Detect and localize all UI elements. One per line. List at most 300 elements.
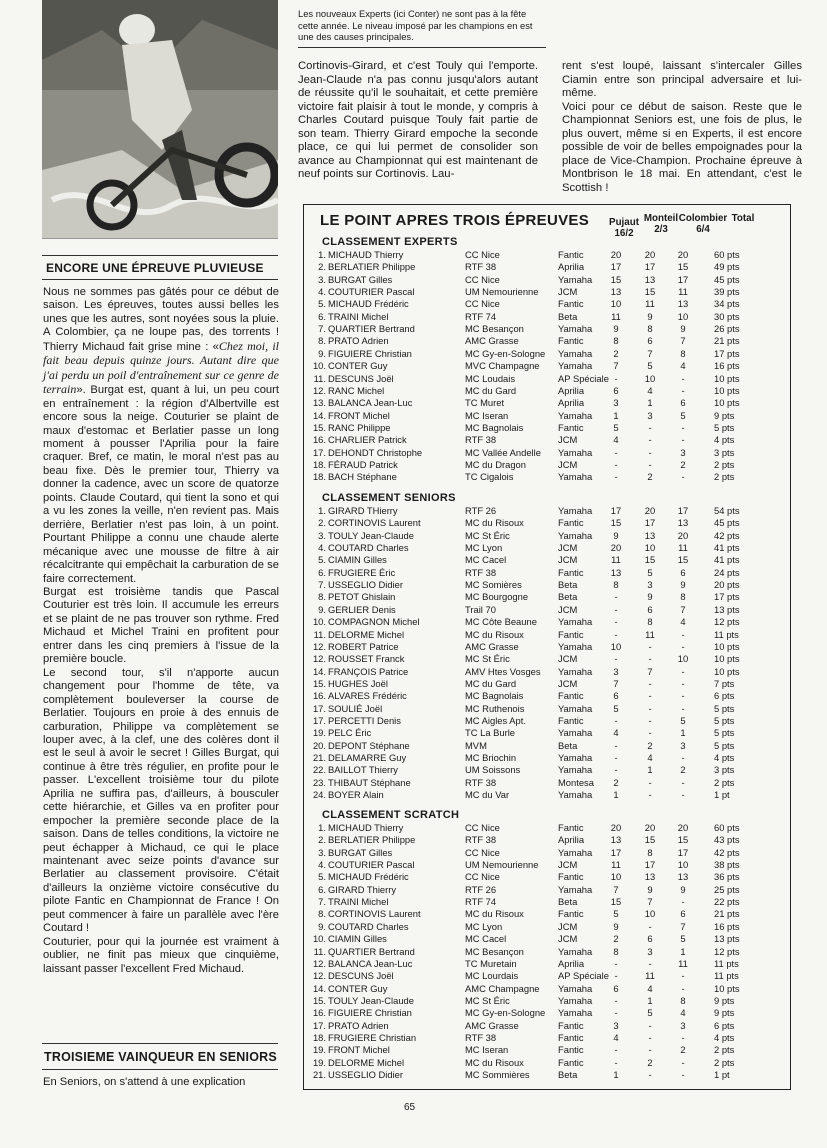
rank: 9. [318,920,326,932]
experts-row [304,335,790,346]
pujaut-points: 17 [610,846,622,858]
pujaut-points: 9 [613,323,619,335]
pujaut-points: 11 [611,859,621,871]
rank: 17. [312,714,326,726]
total-points: 2 pts [714,471,735,483]
rider: DELORME Michel [328,1056,405,1068]
scratch-row [304,908,790,919]
monteil-points: 15 [644,286,656,298]
pujaut-points: 7 [613,677,619,689]
experts-row [304,360,790,371]
rider: USSEGLIO Didier [328,1069,404,1080]
colombier-points: 6 [680,566,686,578]
monteil-points: 15 [644,554,656,566]
pujaut-points: 7 [613,883,619,895]
pujaut-points: 9 [613,529,619,541]
colombier-points: 5 [680,933,686,945]
rider: ROUSSET Franck [328,653,405,665]
colombier-points: 7 [680,335,686,347]
bike: Fantic [558,628,584,640]
club: AMV Htes Vosges [465,665,541,677]
colombier-points: 4 [680,616,686,628]
rank: 12. [312,653,326,665]
total-points: 42 pts [714,529,740,541]
rank: 1. [318,505,326,516]
rank: 8. [318,908,326,920]
rider: DELAMARRE Guy [328,752,407,763]
total-points: 36 pts [714,871,740,883]
colombier-points: 1 [680,727,686,739]
seniors-row [304,629,790,640]
pujaut-points: - [614,714,618,726]
rider: FRUGIERE Éric [328,566,396,578]
total-points: 12 pts [714,945,740,957]
scratch-row [304,1044,790,1055]
total-points: 20 pts [714,579,740,591]
bike: Aprilia [558,261,585,273]
scratch-row [304,834,790,845]
pujaut-points: 11 [611,310,621,322]
rank: 5. [318,871,326,883]
pujaut-points: - [614,372,618,384]
rank: 4. [318,286,326,298]
seniors-row [304,530,790,541]
rank: 15. [312,994,326,1006]
pujaut-points: 2 [613,933,619,945]
club: CC Nice [465,298,500,310]
monteil-points: 7 [647,665,653,677]
bike: Fantic [558,335,584,347]
total-points: 39 pts [714,286,740,298]
colombier-points: 15 [677,554,689,566]
monteil-points: 15 [644,834,656,846]
bike: JCM [558,933,578,945]
colombier-points: 9 [680,323,686,335]
rank: 16. [312,690,326,702]
seniors-row [304,727,790,738]
total-points: 12 pts [714,616,740,628]
rider: BURGAT Gilles [328,846,393,858]
pujaut-points: - [614,471,618,483]
colombier-points: - [681,789,685,801]
seniors-row [304,616,790,627]
pujaut-points: 3 [613,665,619,677]
club: AMC Grasse [465,1019,519,1031]
monteil-points: - [648,677,652,689]
club: MC St Éric [465,529,510,541]
scratch-row [304,822,790,833]
pujaut-points: - [614,458,618,470]
rider: COMPAGNON Michel [328,616,420,628]
pujaut-points: 15 [610,896,622,908]
bike: Beta [558,591,578,603]
seniors-row [304,591,790,602]
monteil-points: 13 [644,273,656,285]
rider: QUARTIER Bertrand [328,323,415,335]
club: RTF 38 [465,434,497,446]
experts-row [304,397,790,408]
scratch-row [304,1069,790,1080]
club: MC Côte Beaune [465,616,537,628]
rider: FIGUIERE Christian [328,347,412,359]
bike: Yamaha [558,764,593,776]
total-points: 2 pts [714,458,735,470]
rank: 20. [312,739,326,751]
colombier-points: 8 [680,347,686,359]
scratch-row [304,871,790,882]
total-points: 10 pts [714,982,740,994]
total-points: 17 pts [714,347,740,359]
total-points: 26 pts [714,323,740,335]
seniors-row [304,666,790,677]
pujaut-points: - [614,628,618,640]
total-points: 22 pts [714,896,740,908]
colombier-points: - [681,628,685,640]
rank: 4. [318,859,326,871]
col-header-monteil-name: Monteil [643,213,679,224]
colombier-points: 11 [678,957,688,969]
rank: 15. [312,421,326,433]
colombier-points: 2 [680,458,686,470]
rank: 19. [312,727,326,739]
pujaut-points: 4 [613,727,619,739]
total-points: 1 pt [714,1069,730,1080]
monteil-points: 11 [645,970,655,982]
club: RTF 74 [465,896,497,908]
colombier-points: 3 [680,739,686,751]
total-points: 5 pts [714,714,735,726]
monteil-points: 9 [647,591,653,603]
rank: 5. [318,554,326,566]
total-points: 41 pts [714,554,740,566]
rider: BURGAT Gilles [328,273,393,285]
monteil-points: 10 [644,542,656,554]
total-points: 5 pts [714,727,735,739]
rider: PRATO Adrien [328,1019,389,1031]
club: MC Cacel [465,933,507,945]
rank: 12. [312,957,326,969]
monteil-points: 1 [647,994,653,1006]
club: MC Sommières [465,1069,530,1080]
monteil-points: 4 [647,982,653,994]
monteil-points: - [648,690,652,702]
monteil-points: 5 [647,1007,653,1019]
rule-bottom-heading1 [42,279,278,280]
pujaut-points: - [614,653,618,665]
total-points: 11 pts [714,957,739,969]
experts-row [304,311,790,322]
colombier-points: - [681,1031,685,1043]
bike: Aprilia [558,384,585,396]
rider: BALANCA Jean-Luc [328,397,413,409]
rider: GIRARD THierry [328,505,398,516]
rank: 17. [312,446,326,458]
club: MC Iseran [465,1044,509,1056]
scratch-row [304,847,790,858]
club: AMC Grasse [465,640,519,652]
section-heading-rain: ENCORE UNE ÉPREUVE PLUVIEUSE [46,261,264,275]
rank: 10. [312,360,326,372]
rank: 7. [318,896,326,908]
club: CC Nice [465,249,500,260]
club: RTF 38 [465,1031,497,1043]
colombier-points: 17 [677,505,689,516]
total-points: 5 pts [714,739,735,751]
colombier-points: 6 [680,908,686,920]
pujaut-points: - [614,591,618,603]
bike: Yamaha [558,505,593,516]
total-points: 2 pts [714,776,735,788]
total-points: 16 pts [714,920,740,932]
seniors-row [304,517,790,528]
monteil-points: - [648,458,652,470]
club: MC du Risoux [465,1056,524,1068]
rider: COUTARD Charles [328,542,409,554]
pujaut-points: 20 [610,249,622,260]
table-title: LE POINT APRES TROIS ÉPREUVES [320,212,590,229]
pujaut-points: 13 [610,286,622,298]
pujaut-points: 4 [613,434,619,446]
pujaut-points: 8 [613,945,619,957]
total-points: 3 pts [714,446,735,458]
total-points: 2 pts [714,1044,735,1056]
pujaut-points: 17 [610,505,622,516]
colombier-points: 15 [677,261,689,273]
total-points: 41 pts [714,542,740,554]
total-points: 7 pts [714,677,735,689]
colombier-points: 9 [680,579,686,591]
total-points: 4 pts [714,434,735,446]
rider: ROBERT Patrice [328,640,399,652]
monteil-points: 2 [647,739,653,751]
colombier-points: 13 [677,871,689,883]
pujaut-points: 10 [610,640,622,652]
club: MVC Champagne [465,360,540,372]
colombier-points: - [681,640,685,652]
pujaut-points: 15 [610,273,622,285]
rank: 17. [312,702,326,714]
rank: 11. [313,945,326,957]
paragraph-1-start: Nous ne sommes pas gâtés pour ce début de saison. Les épreuves, toutes aussi belles les unes que les autres, sont noyées sous la pluie. A Colombier, ça ne loupe pas, des torrents ! Thierry Michaud fait grise mine : « [43,286,279,353]
monteil-points: - [648,1031,652,1043]
total-points: 11 pts [714,628,739,640]
rank: 14. [312,409,326,421]
monteil-points: 3 [647,409,653,421]
club: MC Lourdais [465,970,519,982]
michaud-quote: Chez moi, il fait beau depuis quinze jours. Autant dire que j'ai perdu un poil d'entraînement sur ce genre de terrain [43,338,279,397]
rider: CORTINOVIS Laurent [328,908,421,920]
colombier-points: - [681,1056,685,1068]
bike: Fantic [558,908,584,920]
seniors-row [304,604,790,615]
colombier-points: 2 [680,1044,686,1056]
club: RTF 38 [465,776,497,788]
pujaut-points: 7 [613,360,619,372]
total-points: 13 pts [714,933,740,945]
bike: Fantic [558,1056,584,1068]
scratch-row [304,983,790,994]
experts-row [304,447,790,458]
club: MC Gy-en-Sologne [465,1007,546,1019]
scratch-row [304,1020,790,1031]
bike: Yamaha [558,702,593,714]
seniors-row [304,764,790,775]
monteil-points: 1 [647,397,653,409]
bike: Aprilia [558,834,585,846]
monteil-points: - [648,434,652,446]
rule-bottom-heading2 [42,1069,278,1070]
bike: Fantic [558,517,584,529]
bike: Yamaha [558,529,593,541]
club: MC Bagnolais [465,421,524,433]
rider: FRANÇOIS Patrice [328,665,409,677]
bike: Fantic [558,1031,584,1043]
rider: CIAMIN Gilles [328,933,387,945]
scratch-row [304,946,790,957]
pujaut-points: 4 [613,1031,619,1043]
scratch-heading: CLASSEMENT SCRATCH [322,809,460,821]
club: TC Muretain [465,957,517,969]
monteil-points: 2 [647,471,653,483]
colombier-points: 4 [680,360,686,372]
monteil-points: 6 [647,603,653,615]
bike: Yamaha [558,347,593,359]
rider: BERLATIER Philippe [328,834,416,846]
total-points: 3 pts [714,764,735,776]
club: MC du Risoux [465,628,524,640]
total-points: 9 pts [714,409,735,421]
pujaut-points: - [614,994,618,1006]
monteil-points: - [648,714,652,726]
rider: ALVARES Frédéric [328,690,407,702]
rider: PETOT Ghislain [328,591,396,603]
rider: DELORME Michel [328,628,405,640]
rank: 11. [313,628,326,640]
rider: CIAMIN Gilles [328,554,387,566]
bike: Fantic [558,249,584,260]
rank: 8. [318,591,326,603]
total-points: 6 pts [714,690,735,702]
rank: 18. [312,458,326,470]
rank: 7. [318,323,326,335]
colombier-points: - [681,677,685,689]
bike: Montesa [558,776,594,788]
monteil-points: 8 [647,846,653,858]
bike: Yamaha [558,982,593,994]
seniors-row [304,715,790,726]
club: UM Soissons [465,764,521,776]
colombier-points: 17 [677,273,689,285]
rank: 12. [312,640,326,652]
colombier-points: - [681,372,685,384]
club: TC Muret [465,397,505,409]
pujaut-points: 5 [613,421,619,433]
rank: 24. [312,789,326,801]
rider: BALANCA Jean-Luc [328,957,413,969]
bike: Yamaha [558,789,593,801]
experts-row [304,323,790,334]
seniors-row [304,554,790,565]
total-points: 10 pts [714,372,740,384]
bike: Beta [558,310,578,322]
monteil-points: 3 [647,945,653,957]
experts-row [304,348,790,359]
club: AMC Champagne [465,982,540,994]
bike: Fantic [558,690,584,702]
bike: Fantic [558,871,584,883]
rank: 12. [312,970,326,982]
experts-row [304,298,790,309]
monteil-points: 2 [647,1056,653,1068]
monteil-points: 20 [644,822,656,833]
total-points: 60 pts [714,822,740,833]
total-points: 21 pts [714,335,740,347]
scratch-row [304,995,790,1006]
colombier-points: - [681,665,685,677]
monteil-points: 1 [647,764,653,776]
monteil-points: - [648,957,652,969]
colombier-points: 7 [680,603,686,615]
rank: 2. [318,834,326,846]
colombier-points: 4 [680,1007,686,1019]
bike: AP Spéciale [558,372,609,384]
pujaut-points: - [614,752,618,763]
bike: JCM [558,554,578,566]
seniors-row [304,678,790,689]
paragraph-4: Couturier, pour qui la journée est vraiment à oublier, ne finit pas mieux que cinquième, laissant passer l'excellent Fred Michaud. [43,935,279,975]
paragraph-5: En Seniors, on s'attend à une explication [43,1076,246,1088]
rider: MICHAUD Frédéric [328,871,409,883]
bike: Yamaha [558,665,593,677]
rank: 6. [318,566,326,578]
experts-row [304,471,790,482]
monteil-points: 20 [644,505,656,516]
page-number: 65 [404,1102,416,1113]
colombier-points: 7 [680,920,686,932]
bike: JCM [558,677,578,689]
club: MC du Risoux [465,908,524,920]
scratch-row [304,933,790,944]
rank: 9. [318,603,326,615]
total-points: 45 pts [714,517,740,529]
monteil-points: 17 [644,859,656,871]
monteil-points: 10 [644,372,656,384]
rider: FRUGIERE Christian [328,1031,417,1043]
bike: JCM [558,286,578,298]
monteil-points: 8 [647,323,653,335]
club: MC Gy-en-Sologne [465,347,546,359]
rider: HUGHES Joël [328,677,388,689]
bike: Fantic [558,1044,584,1056]
club: MC St Éric [465,653,510,665]
club: RTF 26 [465,883,497,895]
total-points: 2 pts [714,1056,735,1068]
rider: CHARLIER Patrick [328,434,407,446]
rider: FRONT Michel [328,1044,390,1056]
bike: Yamaha [558,616,593,628]
seniors-row [304,789,790,800]
pujaut-points: 2 [613,347,619,359]
experts-row [304,274,790,285]
rider: CORTINOVIS Laurent [328,517,421,529]
scratch-row [304,1032,790,1043]
rider: USSEGLIO Didier [328,579,404,591]
scratch-row [304,970,790,981]
pujaut-points: - [614,603,618,615]
bike: Beta [558,579,578,591]
colombier-points: - [681,690,685,702]
pujaut-points: 3 [613,1019,619,1031]
